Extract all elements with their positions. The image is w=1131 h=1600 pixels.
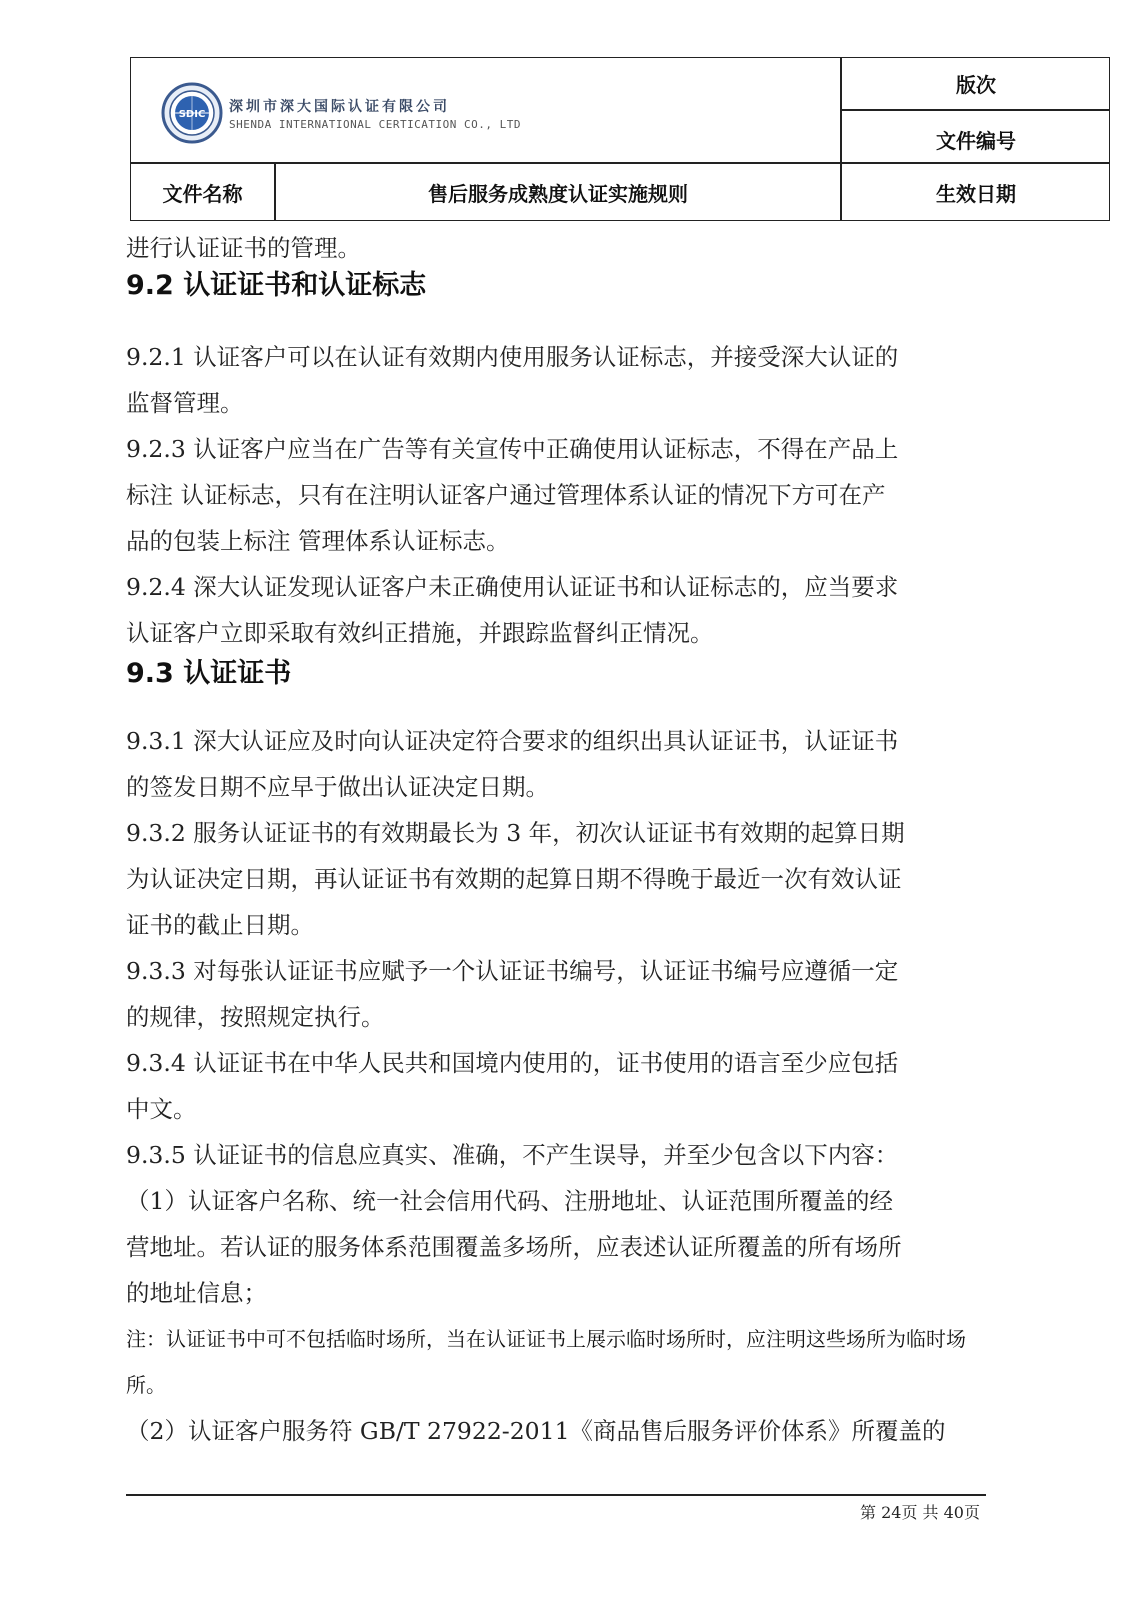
list-item-1-line: 的地址信息； <box>126 1279 267 1307</box>
note-line: 所。 <box>126 1373 166 1397</box>
logo-text: SDIC <box>178 109 206 120</box>
label-version: 版次 <box>956 73 996 97</box>
paragraph-9-3-2-line: 证书的截止日期。 <box>126 911 314 939</box>
paragraph-9-3-1-line: 9.3.1 深大认证应及时向认证决定符合要求的组织出具认证证书，认证证书 <box>126 727 899 755</box>
paragraph-9-3-4-line: 9.3.4 认证证书在中华人民共和国境内使用的，证书使用的语言至少应包括 <box>126 1049 899 1077</box>
label-effective-date: 生效日期 <box>936 181 1016 206</box>
list-item-2-line: （2）认证客户服务符 GB/T 27922-2011《商品售后服务评价体系》所覆盖的 <box>126 1417 946 1445</box>
list-item-1-line: 营地址。若认证的服务体系范围覆盖多场所，应表述认证所覆盖的所有场所 <box>126 1233 902 1261</box>
document-body <box>126 228 988 1454</box>
paragraph-9-2-4-line: 认证客户立即采取有效纠正措施，并跟踪监督纠正情况。 <box>126 619 714 647</box>
paragraph-9-2-4-line: 9.2.4 深大认证发现认证客户未正确使用认证证书和认证标志的，应当要求 <box>126 573 899 601</box>
company-name-en: SHENDA INTERNATIONAL CERTICATION CO., LTD <box>229 117 522 131</box>
company-seal-logo <box>161 82 223 144</box>
paragraph-9-3-3-line: 9.3.3 对每张认证证书应赋予一个认证证书编号，认证证书编号应遵循一定 <box>126 957 899 985</box>
note-line: 注：认证证书中可不包括临时场所，当在认证证书上展示临时场所时，应注明这些场所为临时场 <box>126 1327 966 1351</box>
paragraph-9-2-1-line: 监督管理。 <box>126 389 244 417</box>
paragraph-9-3-4-line: 中文。 <box>126 1095 197 1123</box>
paragraph-9-3-2-line: 9.3.2 服务认证证书的有效期最长为 3 年，初次认证证书有效期的起算日期 <box>126 819 905 847</box>
paragraph-9-3-2-line: 为认证决定日期，再认证证书有效期的起算日期不得晚于最近一次有效认证 <box>126 865 902 893</box>
company-logo-block <box>161 82 521 144</box>
paragraph-line: 进行认证证书的管理。 <box>126 234 361 262</box>
page-number: 第 24页 共 40页 <box>860 1503 980 1522</box>
list-item-1-line: （1）认证客户名称、统一社会信用代码、注册地址、认证范围所覆盖的经 <box>126 1187 893 1215</box>
paragraph-9-2-3-line: 标注 认证标志，只有在注明认证客户通过管理体系认证的情况下方可在产 <box>126 481 886 509</box>
paragraph-9-3-3-line: 的规律，按照规定执行。 <box>126 1003 385 1031</box>
company-name-cn: 深圳市深大国际认证有限公司 <box>229 98 450 115</box>
paragraph-9-3-1-line: 的签发日期不应早于做出认证决定日期。 <box>126 773 549 801</box>
label-file-name: 文件名称 <box>162 181 243 206</box>
paragraph-9-2-3-line: 品的包装上标注 管理体系认证标志。 <box>126 527 510 555</box>
document-header-table <box>130 57 1110 221</box>
section-heading-9-3: 9.3 认证证书 <box>126 658 292 689</box>
paragraph-9-2-3-line: 9.2.3 认证客户应当在广告等有关宣传中正确使用认证标志，不得在产品上 <box>126 435 899 463</box>
paragraph-9-3-5-line: 9.3.5 认证证书的信息应真实、准确，不产生误导，并至少包含以下内容： <box>126 1141 899 1169</box>
footer-divider <box>126 1494 986 1496</box>
document-title: 售后服务成熟度认证实施规则 <box>428 181 688 206</box>
paragraph-9-2-1-line: 9.2.1 认证客户可以在认证有效期内使用服务认证标志，并接受深大认证的 <box>126 343 899 371</box>
label-document-number: 文件编号 <box>936 129 1016 153</box>
section-heading-9-2: 9.2 认证证书和认证标志 <box>126 270 427 301</box>
